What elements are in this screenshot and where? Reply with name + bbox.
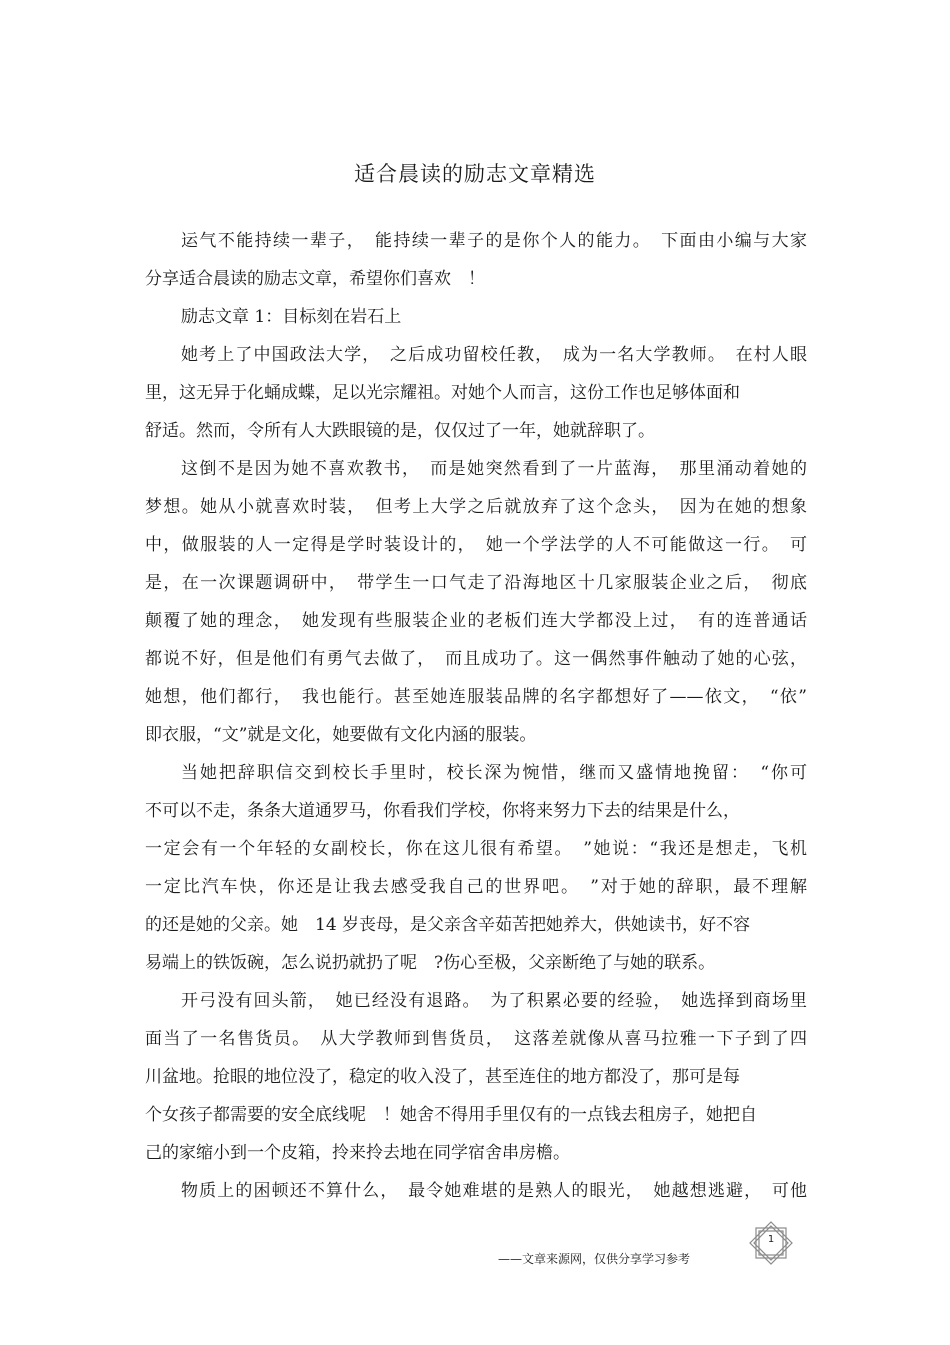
text-line: 梦想。她从小就喜欢时装， 但考上大学之后就放弃了这个念头， 因为在她的想象 xyxy=(145,497,807,517)
text-line: 运气不能持续一辈子， 能持续一辈子的是你个人的能力。 下面由小编与大家 xyxy=(181,231,807,251)
text-line: 都说不好，但是他们有勇气去做了， 而且成功了。这一偶然事件触动了她的心弦， xyxy=(145,649,807,669)
text-line: 中，做服装的人一定得是学时装设计的， 她一个学法学的人不可能做这一行。 可 xyxy=(145,535,807,555)
text-line: 里，这无异于化蛹成蝶，足以光宗耀祖。对她个人而言，这份工作也足够体面和 xyxy=(145,383,740,403)
text-line: 的还是她的父亲。她 14 岁丧母，是父亲含辛茹苦把她养大，供她读书，好不容 xyxy=(145,915,751,935)
page-title: 适合晨读的励志文章精选 xyxy=(354,162,596,186)
text-line: 物质上的困顿还不算什么， 最令她难堪的是熟人的眼光， 她越想逃避， 可他 xyxy=(181,1181,807,1201)
text-line: 是，在一次课题调研中， 带学生一口气走了沿海地区十几家服装企业之后， 彻底 xyxy=(145,573,807,593)
text-line: 这倒不是因为她不喜欢教书， 而是她突然看到了一片蓝海， 那里涌动着她的 xyxy=(181,459,807,479)
footer-source-note: ——文章来源网，仅供分享学习参考 xyxy=(498,1252,691,1266)
text-line: 她考上了中国政法大学， 之后成功留校任教， 成为一名大学教师。 在村人眼 xyxy=(181,345,807,365)
text-line: 她想，他们都行， 我也能行。甚至她连服装品牌的名字都想好了——依文， “依” xyxy=(145,687,807,707)
text-line: 即衣服，“文”就是文化，她要做有文化内涵的服装。 xyxy=(145,725,537,745)
text-line: 川盆地。抢眼的地位没了，稳定的收入没了，甚至连住的地方都没了，那可是每 xyxy=(145,1067,740,1087)
page-number: 1 xyxy=(767,1234,775,1245)
text-line: 舒适。然而，令所有人大跌眼镜的是，仅仅过了一年，她就辞职了。 xyxy=(145,421,655,441)
text-line: 不可以不走，条条大道通罗马，你看我们学校，你将来努力下去的结果是什么， xyxy=(145,801,740,821)
text-line: 当她把辞职信交到校长手里时，校长深为惋惜，继而又盛情地挽留： “你可 xyxy=(181,763,807,783)
text-line: 易端上的铁饭碗，怎么说扔就扔了呢 ?伤心至极，父亲断绝了与她的联系。 xyxy=(145,953,716,973)
text-line: 己的家缩小到一个皮箱，拎来拎去地在同学宿舍串房檐。 xyxy=(145,1143,570,1163)
text-line: 颠覆了她的理念， 她发现有些服装企业的老板们连大学都没上过， 有的连普通话 xyxy=(145,611,807,631)
text-line: 一定会有一个年轻的女副校长，你在这儿很有希望。 ”她说：“我还是想走，飞机 xyxy=(145,839,807,859)
text-line: 个女孩子都需要的安全底线呢 ！她舍不得用手里仅有的一点钱去租房子，她把自 xyxy=(145,1105,757,1125)
text-line: 励志文章 1：目标刻在岩石上 xyxy=(181,307,402,327)
article-body xyxy=(145,222,807,1210)
text-line: 开弓没有回头箭， 她已经没有退路。 为了积累必要的经验， 她选择到商场里 xyxy=(181,991,807,1011)
text-line: 一定比汽车快，你还是让我去感受我自己的世界吧。 ”对于她的辞职，最不理解 xyxy=(145,877,807,897)
text-line: 面当了一名售货员。 从大学教师到售货员， 这落差就像从喜马拉雅一下子到了四 xyxy=(145,1029,807,1049)
text-line: 分享适合晨读的励志文章，希望你们喜欢 ！ xyxy=(145,269,485,289)
